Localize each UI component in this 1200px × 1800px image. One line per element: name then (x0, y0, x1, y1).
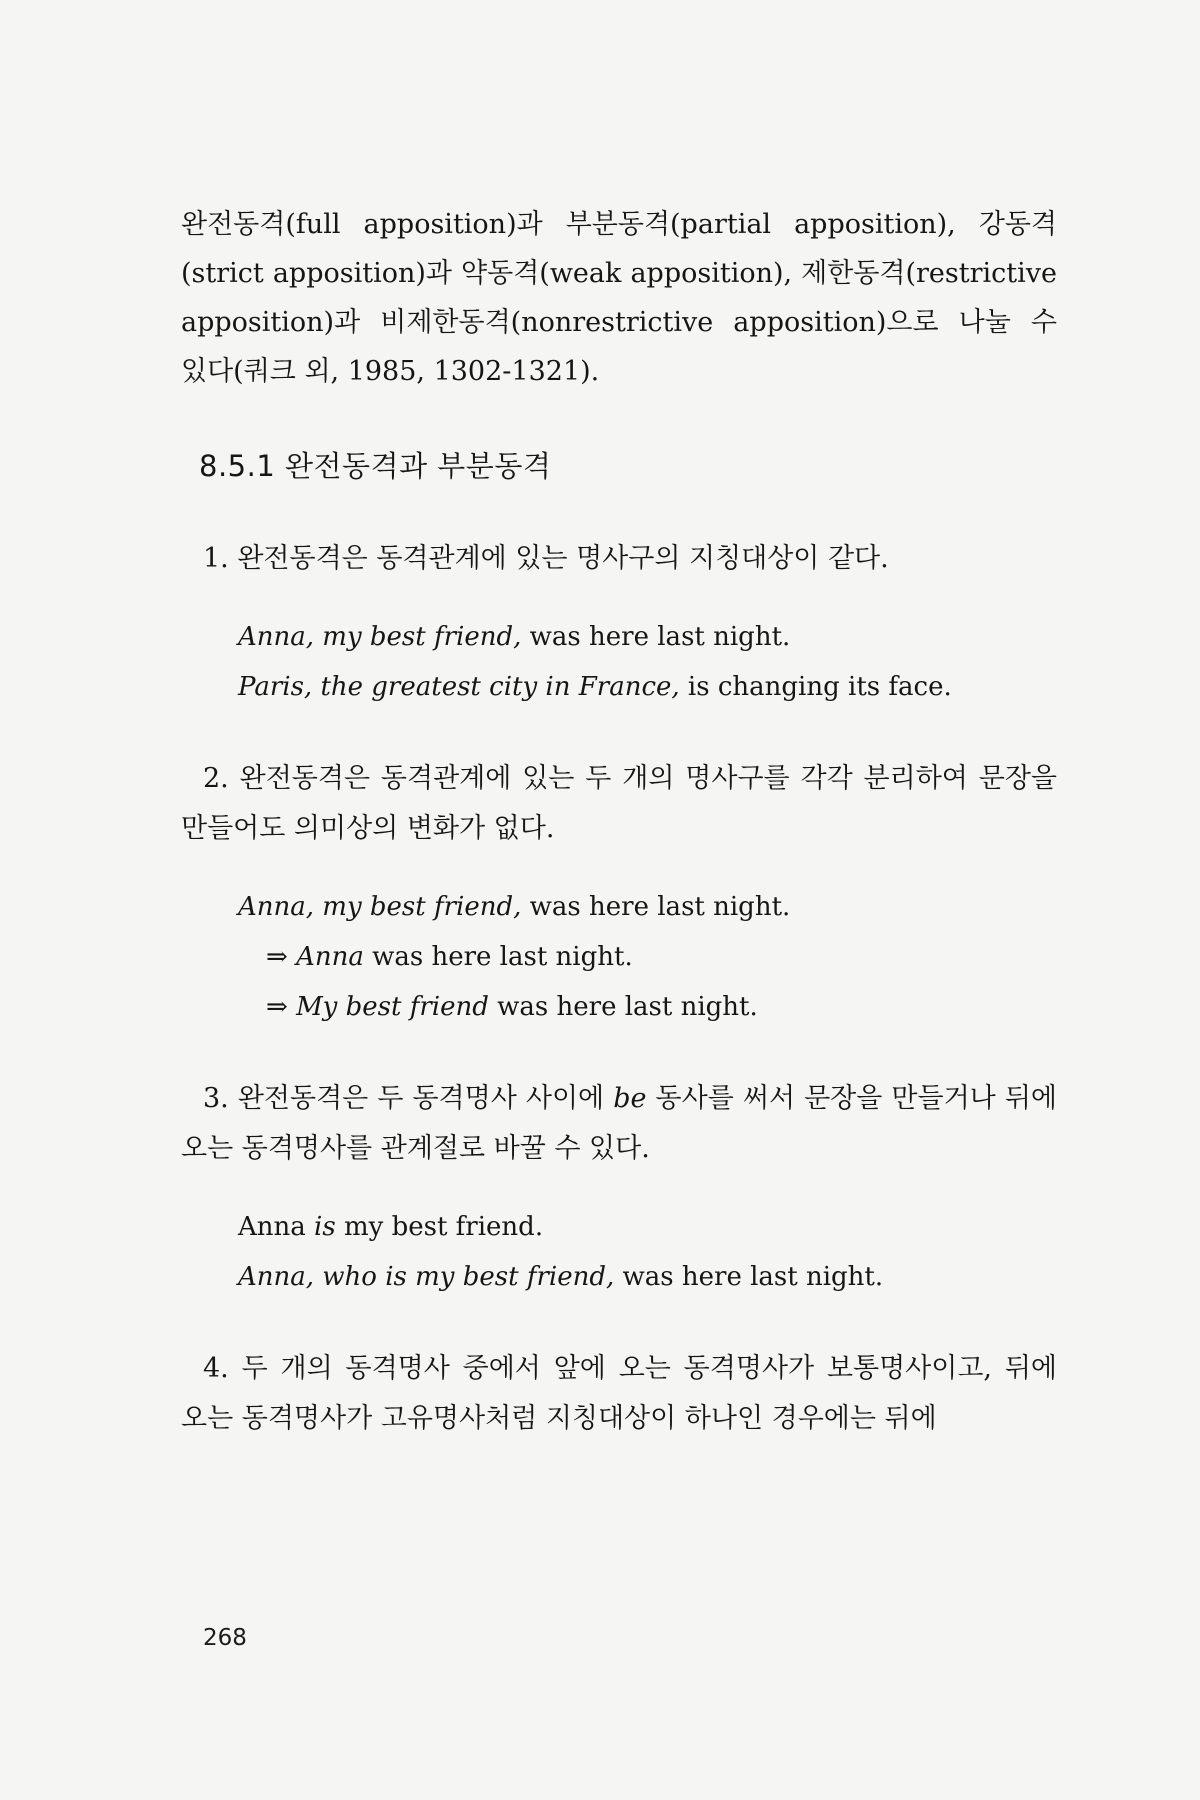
example-plain: was here last night. (521, 622, 791, 652)
section-heading: 8.5.1 완전동격과 부분동격 (199, 449, 552, 483)
item-4-text: 4. 두 개의 동격명사 중에서 앞에 오는 동격명사가 보통명사이고, 뒤에 오는 동격명사가 고유명사처럼 지칭대상이 하나인 경우에는 뒤에 (181, 1353, 1057, 1434)
example-plain: my best friend. (335, 1212, 544, 1242)
example-plain: is changing its face. (679, 672, 952, 702)
example-plain: was here last night. (488, 992, 758, 1022)
example-line (238, 1252, 1057, 1302)
example-italic: Anna, my best friend, (238, 622, 522, 652)
item-3-examples (238, 1202, 1057, 1302)
item-2-examples (238, 882, 1057, 1032)
example-plain: was here last night. (521, 892, 791, 922)
example-arrow-line (238, 982, 1057, 1032)
example-line (238, 662, 1057, 712)
implies-arrow-icon: ⇒ (266, 942, 297, 972)
example-plain: Anna (238, 1212, 315, 1242)
item-3-text (181, 1074, 1057, 1174)
example-plain: was here last night. (614, 1262, 884, 1292)
implies-arrow-icon: ⇒ (266, 992, 297, 1022)
item-3-text-before: 3. 완전동격은 두 동격명사 사이에 (203, 1083, 614, 1114)
item-2-text: 2. 완전동격은 동격관계에 있는 두 개의 명사구를 각각 분리하여 문장을 만들어도 의미상의 변화가 없다. (181, 763, 1057, 844)
example-italic: is (314, 1212, 336, 1242)
example-italic: Anna, my best friend, (238, 892, 522, 922)
item-3-text-after: 동사를 써서 문장을 만들거나 뒤에 오는 동격명사를 관계절로 바꿀 수 있다. (181, 1083, 1057, 1164)
page-number: 268 (203, 1625, 247, 1651)
example-line (238, 612, 1057, 662)
example-italic: Anna, who is my best friend, (238, 1262, 615, 1292)
item-3-text-italic: be (613, 1083, 647, 1114)
example-italic: My best friend (296, 992, 489, 1022)
page-content (181, 200, 1057, 1444)
item-1-text: 1. 완전동격은 동격관계에 있는 명사구의 지칭대상이 같다. (203, 543, 889, 574)
example-line (238, 1202, 1057, 1252)
example-line (238, 882, 1057, 932)
example-italic: Paris, the greatest city in France, (238, 672, 680, 702)
intro-paragraph: 완전동격(full apposition)과 부분동격(partial apposition), 강동격(strict apposition)과 약동격(weak apposition), 제한동격(restrictive apposition)과 비제한동격(nonrestrictive apposition)으로 나눌 수 있다(쿼크 외, 1985, 1302-1321). (181, 209, 1057, 387)
item-1-examples (238, 612, 1057, 712)
example-arrow-line (238, 932, 1057, 982)
example-italic: Anna (296, 942, 364, 972)
example-plain: was here last night. (363, 942, 633, 972)
